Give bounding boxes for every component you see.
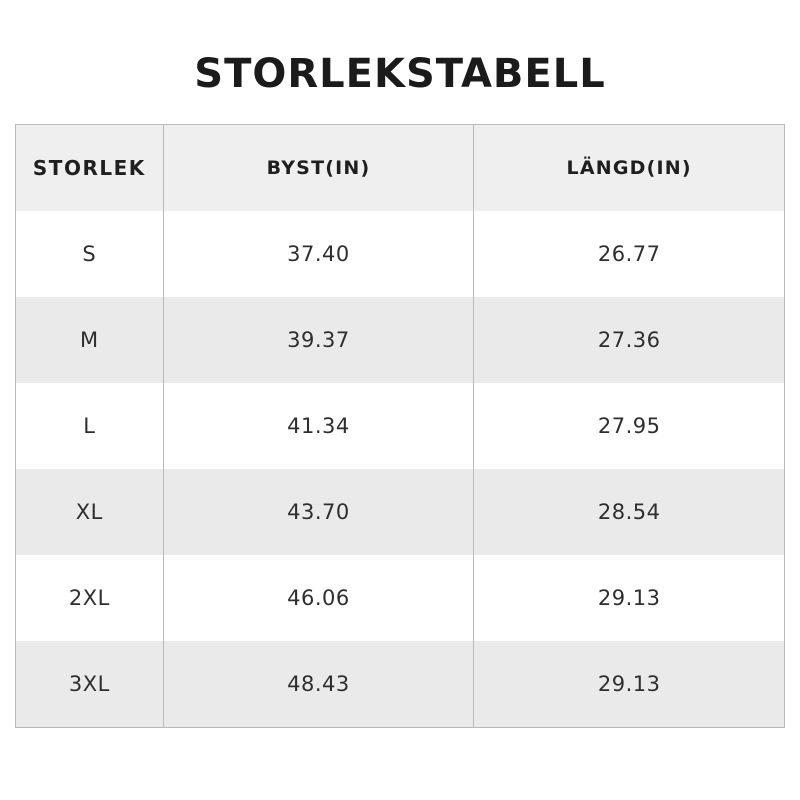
cell-size: M: [16, 297, 164, 383]
cell-bust: 41.34: [163, 383, 474, 469]
cell-bust: 43.70: [163, 469, 474, 555]
size-table: [15, 124, 785, 728]
cell-size: L: [16, 383, 164, 469]
cell-bust: 46.06: [163, 555, 474, 641]
table-body: [16, 211, 785, 728]
cell-length: 27.36: [474, 297, 785, 383]
cell-bust: 39.37: [163, 297, 474, 383]
table-row: [16, 469, 785, 555]
cell-length: 28.54: [474, 469, 785, 555]
table-row: [16, 555, 785, 641]
cell-size: 2XL: [16, 555, 164, 641]
cell-bust: 48.43: [163, 641, 474, 728]
table-header-row: [16, 125, 785, 212]
cell-length: 29.13: [474, 641, 785, 728]
cell-size: XL: [16, 469, 164, 555]
table-header: [16, 125, 785, 212]
table-row: [16, 641, 785, 728]
table-row: [16, 211, 785, 297]
column-header-size: STORLEK: [16, 125, 164, 212]
table-row: [16, 297, 785, 383]
cell-size: 3XL: [16, 641, 164, 728]
table-row: [16, 383, 785, 469]
cell-length: 29.13: [474, 555, 785, 641]
column-header-bust: BYST(IN): [163, 125, 474, 212]
cell-size: S: [16, 211, 164, 297]
size-table-container: [15, 124, 785, 728]
cell-bust: 37.40: [163, 211, 474, 297]
cell-length: 27.95: [474, 383, 785, 469]
cell-length: 26.77: [474, 211, 785, 297]
page-title: STORLEKSTABELL: [194, 51, 606, 97]
column-header-length: LÄNGD(IN): [474, 125, 785, 212]
